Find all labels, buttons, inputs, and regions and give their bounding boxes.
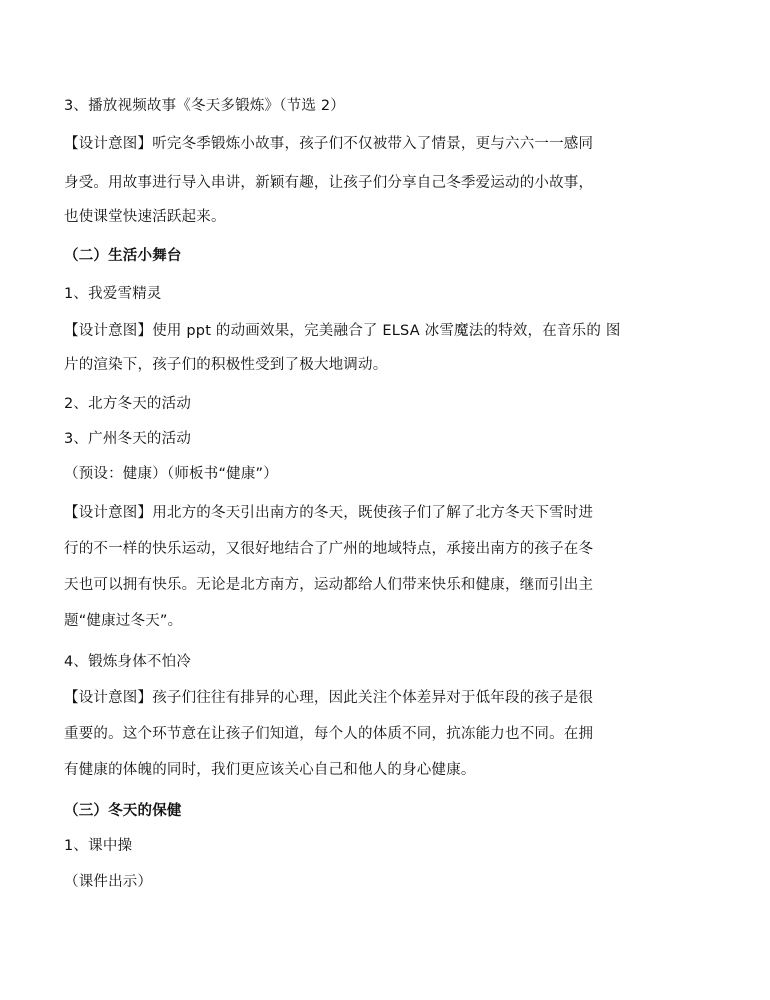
item-1-snow-spirit: 1、我爱雪精灵 xyxy=(64,286,162,302)
design-intent-2-line-1: 【设计意图】使用 ppt 的动画效果，完美融合了 ELSA 冰雪魔法的特效，在音乐的 图 xyxy=(64,323,621,339)
design-intent-3-line-2: 行的不一样的快乐运动，又很好地结合了广州的地域特点，承接出南方的孩子在冬 xyxy=(64,541,594,557)
item-1-class-exercise: 1、课中操 xyxy=(64,838,133,854)
design-intent-2-line-2: 片的渲染下，孩子们的积极性受到了极大地调动。 xyxy=(64,357,388,373)
design-intent-1-line-2: 身受。用故事进行导入串讲，新颖有趣，让孩子们分享自己冬季爱运动的小故事， xyxy=(64,175,594,191)
section-heading-2: （二）生活小舞台 xyxy=(64,248,182,264)
design-intent-4-line-1: 【设计意图】孩子们往往有排异的心理，因此关注个体差异对于低年段的孩子是很 xyxy=(64,690,594,706)
design-intent-1-line-3: 也使课堂快速活跃起来。 xyxy=(64,209,226,225)
item-3-guangzhou-winter: 3、广州冬天的活动 xyxy=(64,431,192,447)
preset-note: （预设：健康）（师板书“健康”） xyxy=(64,466,278,482)
design-intent-4-line-3: 有健康的体魄的同时，我们更应该关心自己和他人的身心健康。 xyxy=(64,762,476,778)
design-intent-4-line-2: 重要的。这个环节意在让孩子们知道，每个人的体质不同，抗冻能力也不同。在拥 xyxy=(64,726,594,742)
design-intent-3-line-4: 题“健康过冬天”。 xyxy=(64,613,183,629)
design-intent-1-line-1: 【设计意图】听完冬季锻炼小故事，孩子们不仅被带入了情景，更与六六一一感同 xyxy=(64,136,594,152)
design-intent-3-line-1: 【设计意图】用北方的冬天引出南方的冬天，既使孩子们了解了北方冬天下雪时进 xyxy=(64,505,594,521)
item-4-exercise: 4、锻炼身体不怕冷 xyxy=(64,654,192,670)
section-heading-3: （三）冬天的保健 xyxy=(64,803,182,819)
courseware-note: （课件出示） xyxy=(64,874,153,890)
step-3-video-story: 3、播放视频故事《冬天多锻炼》（节选 2） xyxy=(64,98,346,114)
design-intent-3-line-3: 天也可以拥有快乐。无论是北方南方，运动都给人们带来快乐和健康，继而引出主 xyxy=(64,577,594,593)
item-2-north-winter: 2、北方冬天的活动 xyxy=(64,396,192,412)
